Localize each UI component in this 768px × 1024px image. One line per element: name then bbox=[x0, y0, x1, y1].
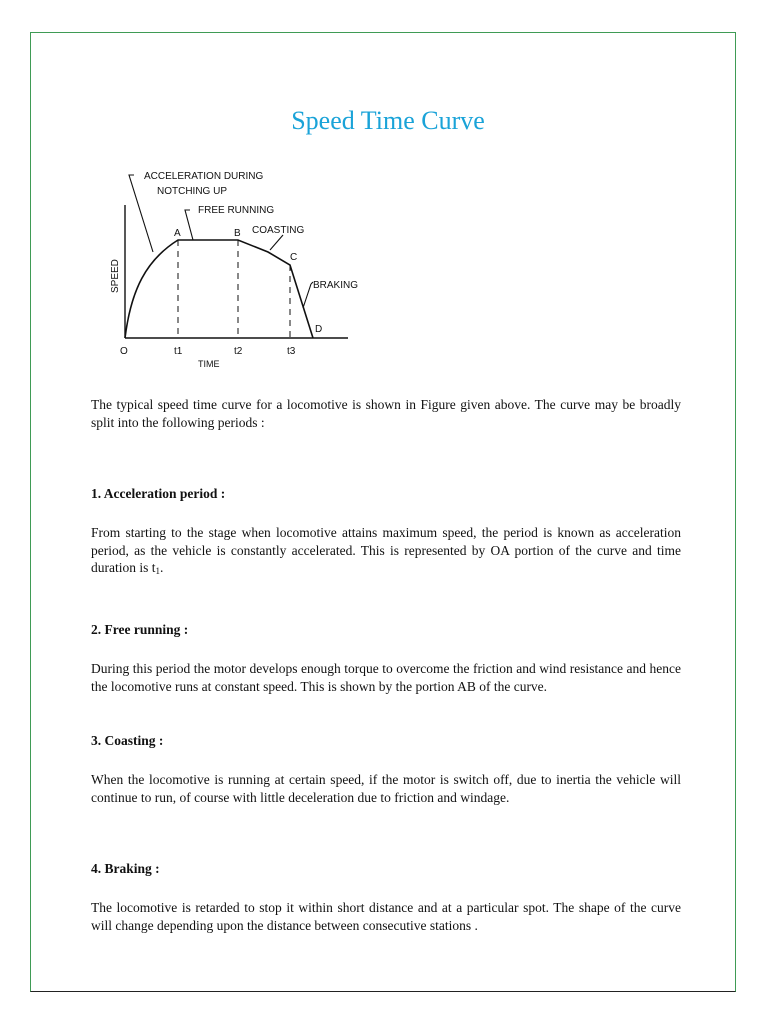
heading-free-running: 2. Free running : bbox=[91, 622, 189, 637]
heading-braking: 4. Braking : bbox=[91, 861, 160, 876]
tick-t2: t2 bbox=[234, 346, 243, 357]
point-b: B bbox=[234, 228, 241, 239]
heading-acceleration: 1. Acceleration period : bbox=[91, 486, 226, 501]
label-coasting: COASTING bbox=[252, 225, 305, 236]
paragraph-coasting: When the locomotive is running at certain speed, if the motor is switch off, due to inertia the vehicle will continue to run, of course with little deceleration due to friction and windage. bbox=[91, 772, 681, 805]
page-title: Speed Time Curve bbox=[291, 106, 485, 135]
speed-curve bbox=[125, 240, 313, 338]
label-free-running: FREE RUNNING bbox=[198, 205, 275, 216]
label-accel-line1: ACCELERATION DURING bbox=[144, 171, 264, 182]
origin-label: O bbox=[120, 346, 128, 357]
label-accel-line2: NOTCHING UP bbox=[157, 186, 227, 197]
tick-t3: t3 bbox=[287, 346, 296, 357]
paragraph-braking: The locomotive is retarded to stop it within short distance and at a particular spot. The shape of the curve will change depending upon the distance between consecutive stations . bbox=[91, 900, 681, 933]
label-braking: BRAKING bbox=[313, 280, 359, 291]
paragraph-acceleration bbox=[91, 524, 681, 577]
point-d: D bbox=[315, 324, 323, 335]
coasting-pointer bbox=[270, 235, 283, 250]
paragraph-acceleration-sub: 1 bbox=[155, 566, 160, 576]
paragraph-acceleration-end: . bbox=[160, 560, 164, 575]
speed-time-diagram bbox=[98, 160, 388, 375]
speed-time-figure bbox=[98, 160, 388, 375]
x-axis-label: TIME bbox=[198, 359, 220, 369]
heading-coasting: 3. Coasting : bbox=[91, 733, 164, 748]
tick-t1: t1 bbox=[174, 346, 183, 357]
intro-paragraph: The typical speed time curve for a locomotive is shown in Figure given above. The curve may be broadly split into the following periods : bbox=[91, 397, 681, 430]
y-axis-label: SPEED bbox=[110, 259, 121, 293]
accel-pointer bbox=[129, 175, 153, 252]
braking-pointer bbox=[303, 282, 313, 308]
point-c: C bbox=[290, 252, 298, 263]
point-a: A bbox=[174, 228, 181, 239]
free-running-pointer bbox=[185, 210, 193, 240]
paragraph-free-running: During this period the motor develops enough torque to overcome the friction and wind resistance and hence the locomotive runs at constant speed. This is shown by the portion AB of the curve. bbox=[91, 661, 681, 694]
paragraph-acceleration-text: From starting to the stage when locomotive attains maximum speed, the period is known as acceleration period, as the vehicle is constantly accelerated. This is represented by OA portion of the curve and time duration is t bbox=[91, 525, 681, 575]
